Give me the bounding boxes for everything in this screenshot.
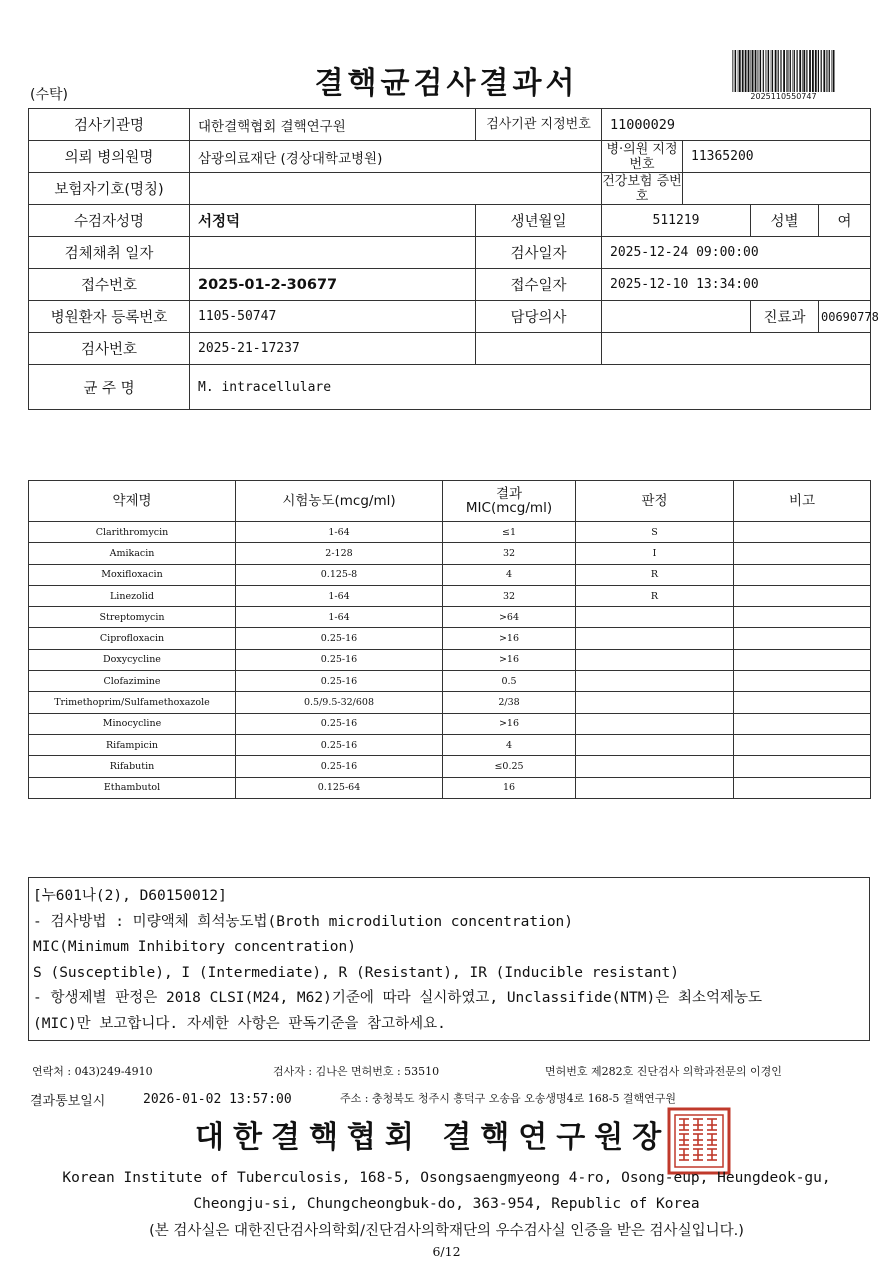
remark-value (734, 713, 871, 734)
barcode-bar (775, 50, 777, 92)
official-seal-icon (666, 1106, 732, 1176)
certification-note: (본 검사실은 대한진단검사의학회/진단검사의학재단의 우수검사실 인증을 받은 검사실입니다.) (149, 1223, 744, 1239)
barcode-bar (768, 50, 769, 92)
barcode-bar (828, 50, 829, 92)
remark-value (734, 585, 871, 606)
remark-value (734, 649, 871, 670)
barcode-bar (821, 50, 822, 92)
barcode-bar (735, 50, 736, 92)
barcode-bar (772, 50, 773, 92)
drug-name: Clofazimine (29, 671, 236, 692)
remark-value (734, 522, 871, 543)
birth-label: 생년월일 (476, 205, 602, 237)
inspector-info: 검사자 : 김나은 면허번호 : 53510 (273, 1065, 440, 1078)
remark-value (734, 734, 871, 755)
barcode-bar (732, 50, 733, 92)
organization-name: 대한결핵협회 결핵연구원장 (195, 1120, 671, 1155)
hospital-code: 11365200 (691, 149, 754, 164)
barcode-bar (832, 50, 833, 92)
note-line-method: - 검사방법 : 미량액체 희석농도법(Broth microdilution concentration) (33, 913, 574, 930)
seal-pattern (679, 1119, 717, 1160)
test-range: 0.25-16 (236, 628, 443, 649)
row-patient (29, 205, 871, 237)
request-type-tag: (수탁) (30, 87, 68, 103)
mic-value: >16 (443, 649, 576, 670)
judgement-value (576, 777, 734, 798)
drug-name: Amikacin (29, 543, 236, 564)
barcode-bar (763, 50, 764, 92)
patient-info-table (28, 108, 879, 410)
drug-row (29, 543, 871, 564)
remark-value (734, 777, 871, 798)
drug-row (29, 628, 871, 649)
remark-value (734, 671, 871, 692)
sex-value: 여 (819, 205, 871, 237)
barcode-bar (793, 50, 794, 92)
health-no-label: 건강보험 증번호 (602, 173, 682, 204)
row-test-no (29, 333, 871, 365)
barcode-bar (802, 50, 803, 92)
barcode-bar (803, 50, 805, 92)
barcode-bar (739, 50, 741, 92)
drug-name: Trimethoprim/Sulfamethoxazole (29, 692, 236, 713)
page-number: 6/12 (432, 1244, 461, 1259)
drug-row (29, 607, 871, 628)
barcode-bar (766, 50, 767, 92)
note-line-code: [누601나(2), D60150012] (33, 888, 227, 904)
contact-info: 연락처 : 043)249-4910 (32, 1065, 153, 1078)
barcode-bar (742, 50, 744, 92)
test-range: 0.25-16 (236, 713, 443, 734)
row-insurance (29, 173, 871, 205)
remark-value (734, 628, 871, 649)
reg-no: 1105-50747 (190, 301, 476, 333)
barcode-bar (829, 50, 830, 92)
barcode-bar (778, 50, 779, 92)
report-date: 2026-01-02 13:57:00 (143, 1092, 292, 1107)
test-range: 0.25-16 (236, 671, 443, 692)
barcode-number: 2025110550747 (750, 92, 817, 101)
test-range: 0.125-64 (236, 777, 443, 798)
drug-row (29, 756, 871, 777)
test-range: 0.25-16 (236, 734, 443, 755)
lab-code-label: 검사기관 지정번호 (476, 109, 602, 141)
barcode-bar (818, 50, 819, 92)
result-header-line1: 결과 (495, 486, 523, 502)
drug-header: 약제명 (29, 481, 236, 522)
row-specimen (29, 237, 871, 269)
judgement-header: 판정 (576, 481, 734, 522)
mic-value: 32 (443, 543, 576, 564)
specimen-date-label: 검체채취 일자 (29, 237, 190, 269)
barcode-bar (812, 50, 814, 92)
remark-value (734, 564, 871, 585)
remark-value (734, 756, 871, 777)
barcode-bar (748, 50, 750, 92)
mic-value: ≤0.25 (443, 756, 576, 777)
drug-name: Clarithromycin (29, 522, 236, 543)
barcode-bar (790, 50, 791, 92)
receipt-date: 2025-12-10 13:34:00 (602, 269, 871, 301)
barcode-bar (833, 50, 835, 92)
drug-name: Doxycycline (29, 649, 236, 670)
test-range: 1-64 (236, 585, 443, 606)
remark-header: 비고 (734, 481, 871, 522)
birth-date: 511219 (602, 205, 751, 237)
barcode-bar (758, 50, 759, 92)
mic-value: >16 (443, 713, 576, 734)
lab-name-label: 검사기관명 (29, 109, 190, 141)
note-line-legend: S (Susceptible), I (Intermediate), R (Resistant), IR (Inducible resistant) (33, 964, 680, 981)
mic-value: >64 (443, 607, 576, 628)
barcode-bar (783, 50, 785, 92)
barcode-bar (799, 50, 801, 92)
row-registration (29, 301, 871, 333)
barcode-bar (786, 50, 787, 92)
judgement-value (576, 628, 734, 649)
barcode-bar (734, 50, 735, 92)
lab-code: 11000029 (602, 109, 871, 141)
note-line-reference: (MIC)만 보고합니다. 자세한 사항은 판독기준을 참고하세요. (33, 1015, 446, 1032)
test-range: 0.25-16 (236, 649, 443, 670)
test-date-label: 검사일자 (476, 237, 602, 269)
barcode-bar (755, 50, 757, 92)
drug-name: Ciprofloxacin (29, 628, 236, 649)
barcode-bar (760, 50, 761, 92)
judgement-value (576, 756, 734, 777)
test-range: 0.5/9.5-32/608 (236, 692, 443, 713)
drug-name: Streptomycin (29, 607, 236, 628)
test-no: 2025-21-17237 (190, 333, 476, 365)
mic-value: >16 (443, 628, 576, 649)
test-range: 2-128 (236, 543, 443, 564)
test-range: 0.25-16 (236, 756, 443, 777)
susceptibility-header-row (29, 481, 871, 522)
mic-value: ≤1 (443, 522, 576, 543)
barcode-bar (771, 50, 772, 92)
seal-inner-border (675, 1115, 723, 1167)
dept-label: 진료과 (751, 301, 819, 333)
drug-name: Linezolid (29, 585, 236, 606)
specimen-date (190, 237, 476, 269)
mic-value: 0.5 (443, 671, 576, 692)
remark-value (734, 543, 871, 564)
drug-row (29, 713, 871, 734)
insurance-value (190, 173, 602, 205)
mic-value: 2/38 (443, 692, 576, 713)
row-receipt (29, 269, 871, 301)
judgement-value (576, 649, 734, 670)
dept-value: 00690778 (819, 301, 871, 333)
receipt-date-label: 접수일자 (476, 269, 602, 301)
english-address-line2: Cheongju-si, Chungcheongbuk-do, 363-954, Republic of Korea (193, 1196, 700, 1212)
drug-name: Moxifloxacin (29, 564, 236, 585)
test-date: 2025-12-24 09:00:00 (602, 237, 871, 269)
row-lab (29, 109, 871, 141)
barcode-bar (745, 50, 747, 92)
barcode-bar (767, 50, 768, 92)
report-date-label: 결과통보일시 (30, 1094, 106, 1109)
note-line-mic: MIC(Minimum Inhibitory concentration) (33, 939, 357, 955)
hospital-label: 의뢰 병의원명 (29, 141, 190, 173)
barcode-bar (789, 50, 790, 92)
barcode-bar (809, 50, 811, 92)
document-title: 결핵균검사결과서 (314, 66, 579, 101)
mic-value: 4 (443, 564, 576, 585)
judgement-value (576, 607, 734, 628)
notes-box (28, 877, 870, 1041)
drug-name: Rifabutin (29, 756, 236, 777)
lab-name: 대한결핵협회 결핵연구원 (190, 109, 476, 141)
sex-label: 성별 (751, 205, 819, 237)
result-header (443, 481, 576, 522)
drug-name: Rifampicin (29, 734, 236, 755)
barcode-bar (787, 50, 788, 92)
test-no-label: 검사번호 (29, 333, 190, 365)
mic-value: 32 (443, 585, 576, 606)
patient-name: 서정덕 (190, 205, 476, 237)
result-header-line2: MIC(mcg/ml) (465, 500, 553, 516)
remark-value (734, 692, 871, 713)
barcode-bar (806, 50, 807, 92)
barcode-bar (752, 50, 754, 92)
drug-name: Minocycline (29, 713, 236, 734)
drug-row (29, 649, 871, 670)
barcode-bar (815, 50, 817, 92)
mic-value: 4 (443, 734, 576, 755)
license-info: 면허번호 제282호 진단검사 의학과전문의 이경인 (545, 1065, 782, 1078)
reg-no-label: 병원환자 등록번호 (29, 301, 190, 333)
mic-value: 16 (443, 777, 576, 798)
doctor-value (602, 301, 751, 333)
hospital-name: 삼광의료재단 (경상대학교병원) (190, 141, 602, 173)
drug-row (29, 585, 871, 606)
judgement-value (576, 734, 734, 755)
hospital-code-label: 병·의원 지정번호 (602, 141, 683, 172)
barcode-bar (780, 50, 781, 92)
row-organism (29, 365, 871, 410)
insurance-label: 보험자기호(명칭) (29, 173, 190, 205)
barcode-bar (794, 50, 795, 92)
barcode-bar (826, 50, 827, 92)
note-line-criteria: - 항생제별 판정은 2018 CLSI(M24, M62)기준에 따라 실시하였고, Unclassifide(NTM)은 최소억제농도 (33, 990, 763, 1006)
judgement-value (576, 713, 734, 734)
english-address-line1: Korean Institute of Tuberculosis, 168-5, Osongsaengmyeong 4-ro, Osong-eup, Heungdeok-gu, (62, 1170, 831, 1186)
barcode-bar (797, 50, 798, 92)
judgement-value (576, 671, 734, 692)
drug-row (29, 522, 871, 543)
row-hospital (29, 141, 871, 173)
test-range: 1-64 (236, 522, 443, 543)
drug-row (29, 671, 871, 692)
doctor-label: 담당의사 (476, 301, 602, 333)
judgement-value: R (576, 564, 734, 585)
judgement-value: S (576, 522, 734, 543)
barcode-image (731, 50, 836, 92)
barcode-bar (738, 50, 739, 92)
drug-row (29, 692, 871, 713)
drug-row (29, 777, 871, 798)
drug-row (29, 564, 871, 585)
range-header: 시험농도(mcg/ml) (236, 481, 443, 522)
address-info: 주소 : 충청북도 청주시 흥덕구 오송읍 오송생명4로 168-5 결핵연구원 (340, 1092, 677, 1105)
judgement-value: I (576, 543, 734, 564)
judgement-value (576, 692, 734, 713)
organism-label: 균 주 명 (29, 365, 190, 410)
test-range: 0.125-8 (236, 564, 443, 585)
patient-label: 수검자성명 (29, 205, 190, 237)
barcode-bar (823, 50, 825, 92)
drug-row (29, 734, 871, 755)
test-range: 1-64 (236, 607, 443, 628)
receipt-no-label: 접수번호 (29, 269, 190, 301)
drug-name: Ethambutol (29, 777, 236, 798)
receipt-no: 2025-01-2-30677 (190, 269, 476, 301)
barcode-bar (759, 50, 760, 92)
organism-name: M. intracellulare (190, 365, 871, 410)
susceptibility-table (28, 480, 871, 799)
judgement-value: R (576, 585, 734, 606)
barcode-bar (751, 50, 752, 92)
remark-value (734, 607, 871, 628)
